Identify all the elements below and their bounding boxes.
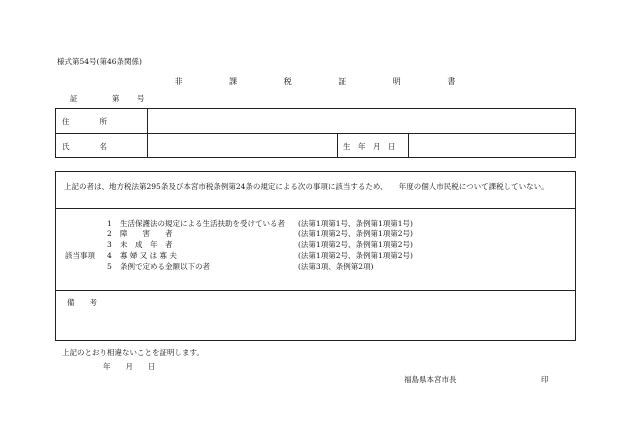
- item-reference: (法第1項第2号、条例第1項第2号): [298, 240, 413, 249]
- item-reference: (法第1項第2号、条例第1項第2号): [298, 229, 413, 238]
- item-number: 5: [107, 262, 112, 271]
- item-reference: (法第3項、条例第2項): [298, 262, 374, 271]
- cert-number-label: 証 第: [70, 94, 136, 103]
- item-number: 2: [107, 229, 112, 238]
- item-text: 条例で定める金額以下の者: [120, 262, 210, 271]
- issuer-name: 福島県本宮市長: [404, 375, 457, 384]
- remarks-label: 備 考: [67, 298, 97, 307]
- item-number: 4: [107, 251, 112, 260]
- birth-label-right-divider: [408, 133, 409, 158]
- list-item: [107, 252, 112, 260]
- statement-text: 上記の者は、地方税法第295条及び本宮市税条例第24条の規定による次の事項に該当するため、 年度の個人市民税について課税していない。: [64, 182, 549, 191]
- statement-divider: [55, 208, 576, 209]
- name-label: 氏 名: [62, 142, 107, 151]
- item-text: 生活保護法の規定による生活扶助を受けている者: [120, 219, 285, 228]
- form-number: 様式第54号(第46条関係): [57, 57, 142, 66]
- issue-date: 年 月 日: [103, 362, 156, 371]
- applicable-items-label: 該当事項: [65, 251, 95, 260]
- remarks-divider: [55, 290, 576, 291]
- item-reference: (法第1項第1号、条例第1項第1号): [298, 219, 413, 228]
- item-text: 未 成 年 者: [120, 240, 173, 249]
- item-number: 3: [107, 240, 112, 249]
- certification-text: 上記のとおり相違ないことを証明します。: [62, 348, 204, 357]
- list-item: [107, 241, 112, 249]
- birth-date-label: 生 年 月 日: [343, 142, 396, 151]
- list-item: [107, 263, 112, 271]
- item-reference: (法第1項第2号、条例第1項第2号): [298, 251, 413, 260]
- document-title: 非 課 税 証 明 書: [174, 77, 478, 86]
- applicant-label-divider: [147, 108, 148, 158]
- item-number: 1: [107, 219, 112, 228]
- item-text: 障 害 者: [120, 229, 173, 238]
- cert-number-suffix: 号: [137, 94, 145, 103]
- list-item: [107, 230, 112, 238]
- address-label: 住 所: [62, 117, 107, 126]
- applicant-row-divider: [55, 133, 576, 134]
- item-text: 寡 婦 又 は 寡 夫: [120, 251, 177, 260]
- list-item: [107, 220, 112, 228]
- birth-label-left-divider: [337, 133, 338, 158]
- seal-mark: 印: [541, 375, 549, 384]
